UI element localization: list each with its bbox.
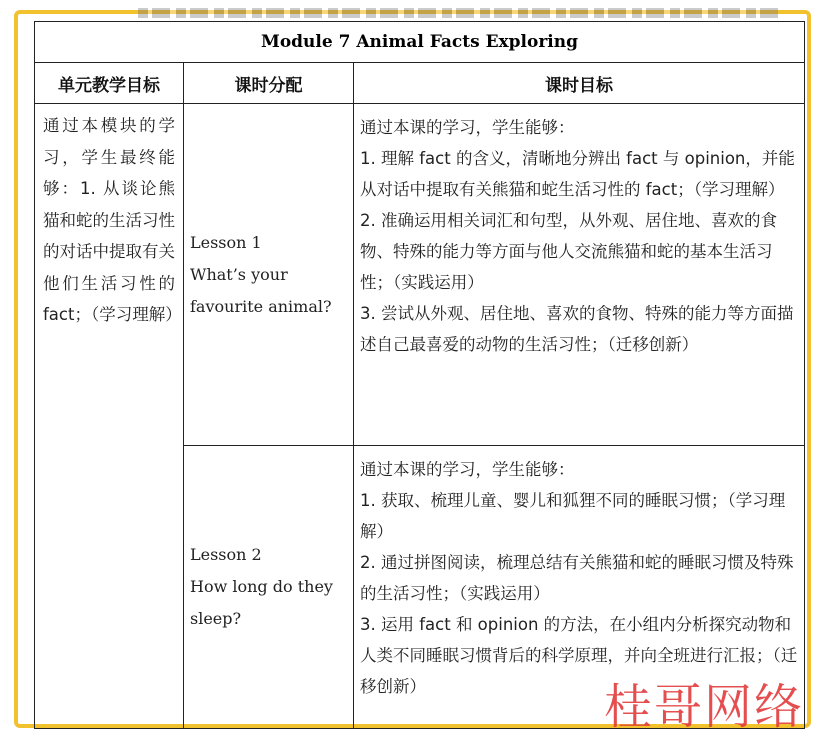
header-unit-objective: 单元教学目标 <box>35 63 184 104</box>
lesson-2-title-line-1: How long do they <box>190 577 333 596</box>
lesson-1-goals-cell <box>354 104 805 446</box>
lesson-1-title-line-1: What’s your <box>190 264 288 284</box>
header-lesson-objective: 课时目标 <box>354 63 805 104</box>
lesson-1-goal-3: 3. 尝试从外观、居住地、喜欢的食物、特殊的能力等方面描述自己最喜爱的动物的生活习性；（迁移创新） <box>360 304 794 354</box>
watermark-text: 桂哥网络 <box>604 679 805 735</box>
lesson-1-goal-intro: 通过本课的学习，学生能够： <box>360 118 575 137</box>
lesson-1-number: Lesson 1 <box>190 232 262 252</box>
lesson-1-title-line-2: favourite animal? <box>190 296 332 316</box>
lesson-2-goal-1: 1. 获取、梳理儿童、婴儿和狐狸不同的睡眠习惯；（学习理解） <box>360 491 786 541</box>
lesson-2-cell <box>184 446 354 729</box>
table-title: Module 7 Animal Facts Exploring <box>35 22 805 63</box>
lesson-1-goal-2: 2. 准确运用相关词汇和句型，从外观、居住地、喜欢的食物、特殊的能力等方面与他人交流熊猫和蛇的基本生活习性；（实践运用） <box>360 211 777 292</box>
lesson-2-number: Lesson 2 <box>190 545 262 564</box>
lesson-plan-table <box>34 21 805 729</box>
unit-objective-cell: 通过本模块的学习，学生最终能够：1. 从谈论熊猫和蛇的生活习性的对话中提取有关他们生活习性的fact；（学习理解） <box>35 104 184 729</box>
header-lesson-allocation: 课时分配 <box>184 63 354 104</box>
lesson-1-cell <box>184 104 354 446</box>
cropped-text-strip <box>138 8 778 18</box>
lesson-2-goal-2: 2. 通过拼图阅读，梳理总结有关熊猫和蛇的睡眠习惯及特殊的生活习性；（实践运用） <box>360 553 794 603</box>
lesson-2-goal-intro: 通过本课的学习，学生能够： <box>360 460 575 479</box>
lesson-2-goal-3: 3. 运用 fact 和 opinion 的方法，在小组内分析探究动物和人类不同睡眠习惯背后的科学原理，并向全班进行汇报；（迁移创新） <box>360 615 798 696</box>
lesson-2-title-line-2: sleep? <box>190 609 242 628</box>
lesson-1-goal-1: 1. 理解 fact 的含义，清晰地分辨出 fact 与 opinion，并能从对话中提取有关熊猫和蛇生活习性的 fact；（学习理解） <box>360 149 795 199</box>
